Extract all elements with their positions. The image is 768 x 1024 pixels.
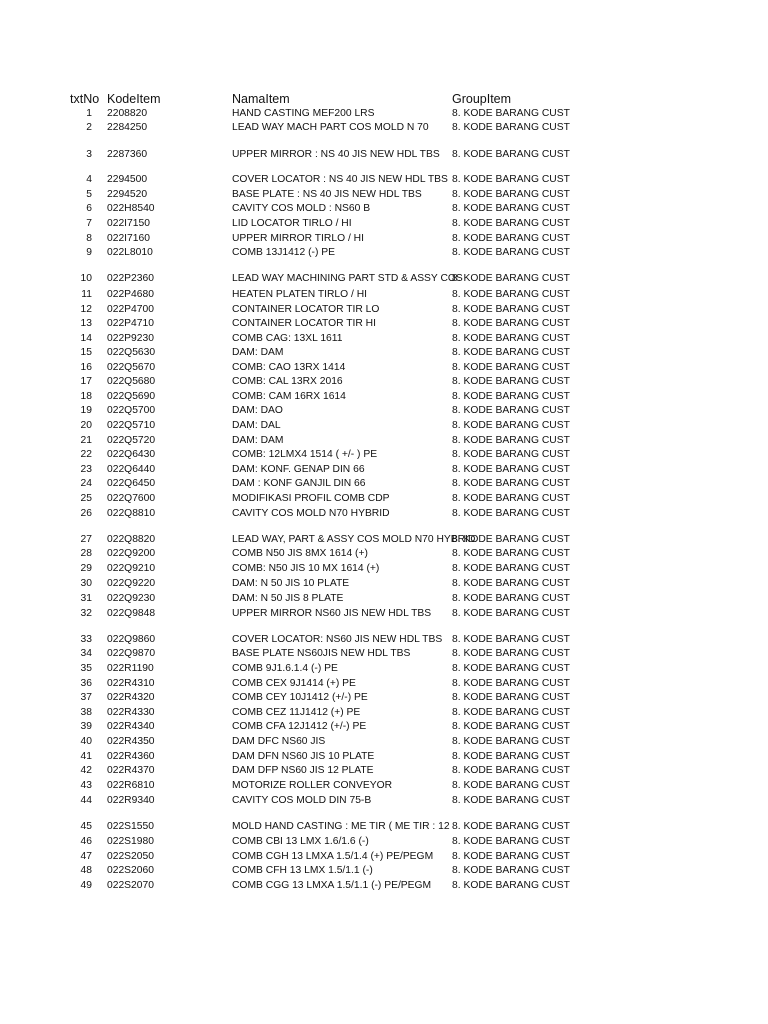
cell-groupitem: 8. KODE BARANG CUST xyxy=(452,851,570,862)
cell-txtno: 29 xyxy=(80,563,92,574)
cell-kodeitem: 022R4320 xyxy=(107,692,155,703)
cell-kodeitem: 022R4370 xyxy=(107,765,155,776)
cell-groupitem: 8. KODE BARANG CUST xyxy=(452,736,570,747)
cell-txtno: 19 xyxy=(80,405,92,416)
cell-groupitem: 8. KODE BARANG CUST xyxy=(452,289,570,300)
table-row xyxy=(0,246,768,260)
cell-groupitem: 8. KODE BARANG CUST xyxy=(452,593,570,604)
cell-groupitem: 8. KODE BARANG CUST xyxy=(452,478,570,489)
cell-kodeitem: 022Q9210 xyxy=(107,563,156,574)
cell-txtno: 21 xyxy=(80,435,92,446)
cell-namaitem: COMB CGH 13 LMXA 1.5/1.4 (+) PE/PEGM xyxy=(232,851,434,862)
table-row xyxy=(0,202,768,216)
cell-kodeitem: 022R4330 xyxy=(107,707,155,718)
cell-txtno: 46 xyxy=(80,836,92,847)
cell-groupitem: 8. KODE BARANG CUST xyxy=(452,821,570,832)
cell-txtno: 1 xyxy=(86,108,92,119)
cell-groupitem: 8. KODE BARANG CUST xyxy=(452,122,570,133)
cell-kodeitem: 022R4340 xyxy=(107,721,155,732)
cell-txtno: 4 xyxy=(86,174,92,185)
cell-groupitem: 8. KODE BARANG CUST xyxy=(452,563,570,574)
cell-namaitem: COVER LOCATOR : NS 40 JIS NEW HDL TBS xyxy=(232,174,448,185)
cell-namaitem: DAM DFP NS60 JIS 12 PLATE xyxy=(232,765,374,776)
cell-txtno: 27 xyxy=(80,534,92,545)
cell-namaitem: COMB CEX 9J1414 (+) PE xyxy=(232,678,356,689)
cell-namaitem: COMB N50 JIS 8MX 1614 (+) xyxy=(232,548,368,559)
cell-namaitem: LEAD WAY, PART & ASSY COS MOLD N70 HYBRID xyxy=(232,534,476,545)
cell-txtno: 48 xyxy=(80,865,92,876)
cell-kodeitem: 022L8010 xyxy=(107,247,153,258)
cell-namaitem: HAND CASTING MEF200 LRS xyxy=(232,108,375,119)
cell-txtno: 9 xyxy=(86,247,92,258)
cell-kodeitem: 022Q5710 xyxy=(107,420,156,431)
cell-kodeitem: 022Q5720 xyxy=(107,435,156,446)
cell-namaitem: DAM : KONF GANJIL DIN 66 xyxy=(232,478,366,489)
cell-namaitem: COMB CGG 13 LMXA 1.5/1.1 (-) PE/PEGM xyxy=(232,880,432,891)
cell-namaitem: BASE PLATE NS60JIS NEW HDL TBS xyxy=(232,648,411,659)
table-row xyxy=(0,562,768,576)
table-row xyxy=(0,547,768,561)
table-row xyxy=(0,764,768,778)
cell-txtno: 6 xyxy=(86,203,92,214)
cell-kodeitem: 022Q9220 xyxy=(107,578,156,589)
cell-groupitem: 8. KODE BARANG CUST xyxy=(452,548,570,559)
table-row xyxy=(0,691,768,705)
cell-namaitem: DAM: DAM xyxy=(232,347,284,358)
cell-kodeitem: 022R9340 xyxy=(107,795,155,806)
cell-namaitem: COMB CBI 13 LMX 1.6/1.6 (-) xyxy=(232,836,369,847)
cell-groupitem: 8. KODE BARANG CUST xyxy=(452,880,570,891)
cell-txtno: 15 xyxy=(80,347,92,358)
cell-groupitem: 8. KODE BARANG CUST xyxy=(452,203,570,214)
cell-kodeitem: 022Q7600 xyxy=(107,493,156,504)
cell-kodeitem: 022Q6440 xyxy=(107,464,156,475)
cell-namaitem: DAM DFC NS60 JIS xyxy=(232,736,326,747)
cell-kodeitem: 022Q5680 xyxy=(107,376,156,387)
cell-txtno: 30 xyxy=(80,578,92,589)
cell-kodeitem: 022P4700 xyxy=(107,304,154,315)
cell-groupitem: 8. KODE BARANG CUST xyxy=(452,376,570,387)
cell-kodeitem: 022Q9200 xyxy=(107,548,156,559)
cell-txtno: 47 xyxy=(80,851,92,862)
cell-txtno: 28 xyxy=(80,548,92,559)
cell-kodeitem: 2208820 xyxy=(107,108,148,119)
cell-namaitem: COMB 13J1412 (-) PE xyxy=(232,247,336,258)
cell-kodeitem: 022P4680 xyxy=(107,289,154,300)
cell-groupitem: 8. KODE BARANG CUST xyxy=(452,493,570,504)
cell-kodeitem: 022I7160 xyxy=(107,233,150,244)
table-row xyxy=(0,404,768,418)
cell-groupitem: 8. KODE BARANG CUST xyxy=(452,648,570,659)
cell-txtno: 2 xyxy=(86,122,92,133)
table-row xyxy=(0,662,768,676)
header-kodeitem: KodeItem xyxy=(107,92,161,106)
cell-groupitem: 8. KODE BARANG CUST xyxy=(452,362,570,373)
cell-groupitem: 8. KODE BARANG CUST xyxy=(452,678,570,689)
cell-groupitem: 8. KODE BARANG CUST xyxy=(452,692,570,703)
cell-groupitem: 8. KODE BARANG CUST xyxy=(452,247,570,258)
table-row xyxy=(0,820,768,834)
cell-txtno: 42 xyxy=(80,765,92,776)
cell-groupitem: 8. KODE BARANG CUST xyxy=(452,534,570,545)
cell-groupitem: 8. KODE BARANG CUST xyxy=(452,836,570,847)
table-row xyxy=(0,332,768,346)
cell-kodeitem: 022P2360 xyxy=(107,273,154,284)
table-row xyxy=(0,148,768,162)
table-row xyxy=(0,375,768,389)
cell-groupitem: 8. KODE BARANG CUST xyxy=(452,780,570,791)
cell-txtno: 26 xyxy=(80,508,92,519)
cell-kodeitem: 022R6810 xyxy=(107,780,155,791)
cell-txtno: 5 xyxy=(86,189,92,200)
cell-namaitem: CAVITY COS MOLD DIN 75-B xyxy=(232,795,372,806)
cell-groupitem: 8. KODE BARANG CUST xyxy=(452,273,570,284)
table-row xyxy=(0,390,768,404)
cell-namaitem: BASE PLATE : NS 40 JIS NEW HDL TBS xyxy=(232,189,422,200)
cell-namaitem: MOTORIZE ROLLER CONVEYOR xyxy=(232,780,393,791)
table-row xyxy=(0,419,768,433)
table-row xyxy=(0,794,768,808)
cell-namaitem: LID LOCATOR TIRLO / HI xyxy=(232,218,352,229)
cell-txtno: 45 xyxy=(80,821,92,832)
cell-kodeitem: 022Q5700 xyxy=(107,405,156,416)
cell-namaitem: CAVITY COS MOLD N70 HYBRID xyxy=(232,508,390,519)
cell-txtno: 14 xyxy=(80,333,92,344)
cell-kodeitem: 022R4350 xyxy=(107,736,155,747)
cell-namaitem: COMB CEY 10J1412 (+/-) PE xyxy=(232,692,368,703)
table-row xyxy=(0,434,768,448)
cell-namaitem: COMB CFA 12J1412 (+/-) PE xyxy=(232,721,367,732)
cell-groupitem: 8. KODE BARANG CUST xyxy=(452,189,570,200)
cell-namaitem: CAVITY COS MOLD : NS60 B xyxy=(232,203,371,214)
table-row xyxy=(0,188,768,202)
cell-kodeitem: 022R4310 xyxy=(107,678,155,689)
cell-namaitem: COMB CAG: 13XL 1611 xyxy=(232,333,343,344)
cell-namaitem: COMB: CAM 16RX 1614 xyxy=(232,391,346,402)
table-row xyxy=(0,288,768,302)
cell-kodeitem: 022Q9870 xyxy=(107,648,156,659)
cell-txtno: 49 xyxy=(80,880,92,891)
cell-groupitem: 8. KODE BARANG CUST xyxy=(452,304,570,315)
table-row xyxy=(0,121,768,135)
cell-namaitem: DAM DFN NS60 JIS 10 PLATE xyxy=(232,751,375,762)
cell-namaitem: DAM: N 50 JIS 8 PLATE xyxy=(232,593,344,604)
cell-kodeitem: 022P9230 xyxy=(107,333,154,344)
table-row xyxy=(0,463,768,477)
cell-kodeitem: 022Q5690 xyxy=(107,391,156,402)
cell-groupitem: 8. KODE BARANG CUST xyxy=(452,347,570,358)
cell-groupitem: 8. KODE BARANG CUST xyxy=(452,391,570,402)
cell-kodeitem: 022S2050 xyxy=(107,851,154,862)
cell-txtno: 7 xyxy=(86,218,92,229)
cell-kodeitem: 2294500 xyxy=(107,174,148,185)
cell-txtno: 18 xyxy=(80,391,92,402)
table-row xyxy=(0,346,768,360)
cell-kodeitem: 022Q6450 xyxy=(107,478,156,489)
table-row xyxy=(0,864,768,878)
table-row xyxy=(0,361,768,375)
cell-groupitem: 8. KODE BARANG CUST xyxy=(452,149,570,160)
cell-txtno: 17 xyxy=(80,376,92,387)
cell-groupitem: 8. KODE BARANG CUST xyxy=(452,420,570,431)
table-row xyxy=(0,477,768,491)
cell-kodeitem: 022Q9230 xyxy=(107,593,156,604)
cell-namaitem: COMB 9J1.6.1.4 (-) PE xyxy=(232,663,338,674)
cell-txtno: 36 xyxy=(80,678,92,689)
cell-namaitem: DAM: DAL xyxy=(232,420,281,431)
cell-txtno: 39 xyxy=(80,721,92,732)
cell-txtno: 16 xyxy=(80,362,92,373)
cell-namaitem: LEAD WAY MACH PART COS MOLD N 70 xyxy=(232,122,429,133)
cell-namaitem: COMB: CAO 13RX 1414 xyxy=(232,362,346,373)
cell-groupitem: 8. KODE BARANG CUST xyxy=(452,218,570,229)
cell-txtno: 44 xyxy=(80,795,92,806)
cell-kodeitem: 022H8540 xyxy=(107,203,155,214)
cell-namaitem: LEAD WAY MACHINING PART STD & ASSY COS xyxy=(232,273,463,284)
cell-txtno: 41 xyxy=(80,751,92,762)
cell-kodeitem: 022Q9860 xyxy=(107,634,156,645)
cell-namaitem: COMB CFH 13 LMX 1.5/1.1 (-) xyxy=(232,865,373,876)
cell-txtno: 23 xyxy=(80,464,92,475)
cell-groupitem: 8. KODE BARANG CUST xyxy=(452,449,570,460)
table-row xyxy=(0,533,768,547)
cell-groupitem: 8. KODE BARANG CUST xyxy=(452,765,570,776)
table-row xyxy=(0,577,768,591)
cell-groupitem: 8. KODE BARANG CUST xyxy=(452,405,570,416)
cell-namaitem: HEATEN PLATEN TIRLO / HI xyxy=(232,289,368,300)
table-row xyxy=(0,720,768,734)
cell-namaitem: DAM: N 50 JIS 10 PLATE xyxy=(232,578,350,589)
header-groupitem: GroupItem xyxy=(452,92,512,106)
cell-kodeitem: 022S1550 xyxy=(107,821,154,832)
cell-groupitem: 8. KODE BARANG CUST xyxy=(452,318,570,329)
cell-namaitem: COMB: CAL 13RX 2016 xyxy=(232,376,343,387)
table-row xyxy=(0,735,768,749)
cell-kodeitem: 022S1980 xyxy=(107,836,154,847)
table-row xyxy=(0,607,768,621)
cell-kodeitem: 022R4360 xyxy=(107,751,155,762)
cell-kodeitem: 2294520 xyxy=(107,189,148,200)
cell-groupitem: 8. KODE BARANG CUST xyxy=(452,435,570,446)
cell-groupitem: 8. KODE BARANG CUST xyxy=(452,721,570,732)
cell-namaitem: DAM: KONF. GENAP DIN 66 xyxy=(232,464,365,475)
cell-txtno: 32 xyxy=(80,608,92,619)
cell-groupitem: 8. KODE BARANG CUST xyxy=(452,608,570,619)
table-row xyxy=(0,492,768,506)
cell-groupitem: 8. KODE BARANG CUST xyxy=(452,707,570,718)
cell-txtno: 13 xyxy=(80,318,92,329)
table-row xyxy=(0,317,768,331)
cell-namaitem: COVER LOCATOR: NS60 JIS NEW HDL TBS xyxy=(232,634,443,645)
table-row xyxy=(0,647,768,661)
cell-groupitem: 8. KODE BARANG CUST xyxy=(452,108,570,119)
cell-namaitem: CONTAINER LOCATOR TIR LO xyxy=(232,304,380,315)
cell-groupitem: 8. KODE BARANG CUST xyxy=(452,751,570,762)
table-row xyxy=(0,107,768,121)
cell-groupitem: 8. KODE BARANG CUST xyxy=(452,663,570,674)
cell-namaitem: UPPER MIRROR NS60 JIS NEW HDL TBS xyxy=(232,608,432,619)
table-row xyxy=(0,507,768,521)
cell-namaitem: COMB: 12LMX4 1514 ( +/- ) PE xyxy=(232,449,378,460)
cell-kodeitem: 022Q9848 xyxy=(107,608,156,619)
cell-txtno: 37 xyxy=(80,692,92,703)
cell-txtno: 22 xyxy=(80,449,92,460)
cell-groupitem: 8. KODE BARANG CUST xyxy=(452,508,570,519)
cell-namaitem: UPPER MIRROR TIRLO / HI xyxy=(232,233,364,244)
table-row xyxy=(0,750,768,764)
cell-kodeitem: 022Q5670 xyxy=(107,362,156,373)
header-namaitem: NamaItem xyxy=(232,92,290,106)
cell-txtno: 8 xyxy=(86,233,92,244)
cell-namaitem: UPPER MIRROR : NS 40 JIS NEW HDL TBS xyxy=(232,149,440,160)
cell-groupitem: 8. KODE BARANG CUST xyxy=(452,865,570,876)
cell-namaitem: DAM: DAM xyxy=(232,435,284,446)
cell-groupitem: 8. KODE BARANG CUST xyxy=(452,333,570,344)
cell-groupitem: 8. KODE BARANG CUST xyxy=(452,174,570,185)
table-row xyxy=(0,272,768,286)
cell-txtno: 20 xyxy=(80,420,92,431)
cell-groupitem: 8. KODE BARANG CUST xyxy=(452,634,570,645)
cell-groupitem: 8. KODE BARANG CUST xyxy=(452,578,570,589)
cell-kodeitem: 022I7150 xyxy=(107,218,150,229)
cell-kodeitem: 2287360 xyxy=(107,149,148,160)
table-row xyxy=(0,448,768,462)
table-row xyxy=(0,835,768,849)
cell-txtno: 12 xyxy=(80,304,92,315)
header-txtno: txtNo xyxy=(70,92,100,106)
table-row xyxy=(0,677,768,691)
cell-kodeitem: 022P4710 xyxy=(107,318,154,329)
cell-kodeitem: 022Q6430 xyxy=(107,449,156,460)
cell-txtno: 33 xyxy=(80,634,92,645)
table-row xyxy=(0,879,768,893)
cell-txtno: 24 xyxy=(80,478,92,489)
cell-kodeitem: 022Q8810 xyxy=(107,508,156,519)
cell-txtno: 3 xyxy=(86,149,92,160)
cell-groupitem: 8. KODE BARANG CUST xyxy=(452,464,570,475)
cell-namaitem: COMB CEZ 11J1412 (+) PE xyxy=(232,707,361,718)
table-row xyxy=(0,217,768,231)
table-row xyxy=(0,303,768,317)
table-row xyxy=(0,232,768,246)
cell-kodeitem: 022S2060 xyxy=(107,865,154,876)
cell-txtno: 38 xyxy=(80,707,92,718)
table-row xyxy=(0,850,768,864)
cell-namaitem: DAM: DAO xyxy=(232,405,283,416)
cell-groupitem: 8. KODE BARANG CUST xyxy=(452,233,570,244)
cell-txtno: 25 xyxy=(80,493,92,504)
cell-kodeitem: 2284250 xyxy=(107,122,148,133)
cell-groupitem: 8. KODE BARANG CUST xyxy=(452,795,570,806)
cell-namaitem: CONTAINER LOCATOR TIR HI xyxy=(232,318,376,329)
cell-namaitem: MOLD HAND CASTING : ME TIR ( ME TIR : 12 xyxy=(232,821,450,832)
cell-txtno: 35 xyxy=(80,663,92,674)
table-row xyxy=(0,592,768,606)
cell-txtno: 10 xyxy=(80,273,92,284)
cell-txtno: 11 xyxy=(81,289,92,300)
cell-txtno: 31 xyxy=(80,593,92,604)
cell-kodeitem: 022R1190 xyxy=(107,663,154,674)
cell-kodeitem: 022Q5630 xyxy=(107,347,156,358)
cell-namaitem: MODIFIKASI PROFIL COMB CDP xyxy=(232,493,390,504)
cell-txtno: 34 xyxy=(80,648,92,659)
cell-namaitem: COMB: N50 JIS 10 MX 1614 (+) xyxy=(232,563,380,574)
table-row xyxy=(0,633,768,647)
table-row xyxy=(0,706,768,720)
table-row xyxy=(0,173,768,187)
cell-kodeitem: 022S2070 xyxy=(107,880,154,891)
table-row xyxy=(0,779,768,793)
cell-txtno: 43 xyxy=(80,780,92,791)
cell-txtno: 40 xyxy=(80,736,92,747)
cell-kodeitem: 022Q8820 xyxy=(107,534,156,545)
